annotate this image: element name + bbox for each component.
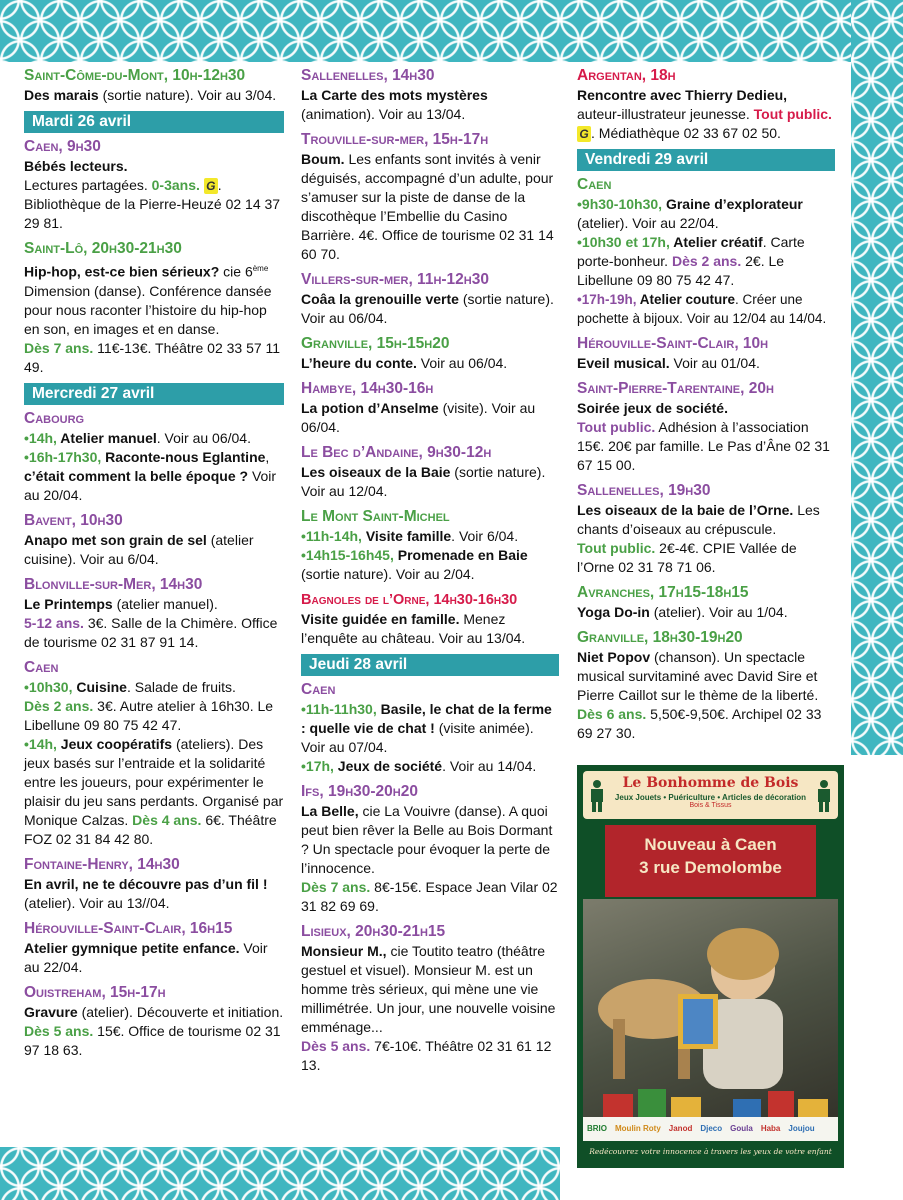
event-place: Argentan, 18h [577,67,676,84]
day-header: Jeudi 28 avril [301,654,559,676]
event [301,66,559,124]
event-text: . Salade de fruits. [126,678,236,695]
age-info: Dès 6 ans. [577,706,647,722]
event-text: . Médiathèque 02 33 67 02 50. [591,125,781,141]
event-text: 11€-13€. Théâtre 02 33 57 11 49. [24,339,281,375]
event-place: Ouistreham, 15h-17h [24,983,166,1001]
event-text: Adhésion à l’association 15€. 20€ par famille. Le Pas d’Âne 02 31 67 15 00. [577,419,830,473]
event [301,270,559,328]
event-text: . Voir au 06/04. [156,429,251,446]
ad-brand-logos [583,1117,838,1141]
event-text: Les chants d’oiseaux au crépuscule. [577,502,820,537]
age-info: Tout public. [577,540,656,556]
event-title: Promenade en Baie [393,547,528,563]
event [24,137,284,233]
event-text: 2€-4€. CPIE Vallée de l’Orne 02 31 78 71 06. [577,540,797,575]
event-title: Cuisine [72,678,127,695]
wooden-figure-icon [816,779,832,813]
event [301,782,559,916]
event [301,379,559,437]
event-text: Dimension (danse). Conférence dansée pour nous raconter l’histoire du hip-hop en son, en images et en danse. [24,282,272,337]
decorative-pattern-bottom [0,1147,560,1200]
event-place: Bavent, 10h30 [24,511,123,529]
session-time: •17h, [301,758,334,774]
event-text: 7€-10€. Théâtre 02 31 61 12 13. [301,1038,552,1073]
column-3 [577,66,835,749]
event-text: . Bibliothèque de la Pierre-Heuzé 02 14 37 29 81. [24,177,281,231]
event-text: . Voir 6/04. [451,528,519,544]
event-text: . Carte porte-bonheur. [577,234,805,269]
event-place: Lisieux, 20h30-21h15 [301,923,446,940]
event-title: Atelier manuel [56,429,157,446]
event-place: Avranches, 17h15-18h15 [577,584,749,601]
event-place: Hambye, 14h30-16h [301,380,434,397]
event-title: Les oiseaux de la baie de l’Orne. [577,502,794,518]
ad-subtitle: Jeux Jouets • Puériculture • Articles de décoration [614,793,807,802]
event-text: (animation). Voir au 13/04. [301,106,466,122]
event-title: Boum. [301,151,345,167]
event-text: 3€. Salle de la Chimère. Office de tourisme 02 31 87 91 14. [24,614,278,650]
decorative-pattern-top [0,0,903,62]
brand-logo: Moulin Roty [615,1124,661,1133]
event-place: Sallenelles, 14h30 [301,67,435,84]
event-title: Atelier créatif [669,234,763,250]
event-title: Rencontre avec Thierry Dedieu, [577,87,788,103]
event-text: (atelier). Voir au 13//04. [24,894,170,911]
day-header: Mercredi 27 avril [24,383,284,405]
child-with-toys-image [583,899,838,1137]
event-text: 15€. Office de tourisme 02 31 97 18 63. [24,1022,281,1058]
event [577,334,835,373]
event-place: Blonville-sur-Mer, 14h30 [24,575,203,593]
brand-logo: Janod [668,1124,693,1133]
event-place: Hérouville-Saint-Clair, 10h [577,335,769,352]
event-title: Hip-hop, est-ce bien sérieux? [24,263,220,280]
brand-logo: Joujou [788,1124,815,1133]
event [301,590,559,648]
superscript: ème [252,264,269,273]
day-header: Mardi 26 avril [24,111,284,133]
event-text: Voir au 22/04. [24,939,268,975]
event-place: Trouville-sur-mer, 15h-17h [301,131,489,148]
event-title: En avril, ne te découvre pas d’un fil ! [24,875,268,892]
event [24,409,284,505]
free-badge-icon: G [204,178,218,194]
event-text: . Voir au 14/04. [442,758,537,774]
brand-logo: BRIO [587,1124,607,1133]
event-title: Eveil musical. [577,355,670,371]
event-place: Hérouville-Saint-Clair, 16h15 [24,919,233,937]
free-badge-icon: G [577,126,591,142]
event [577,583,835,622]
ad-header [583,771,838,819]
advertisement[interactable] [577,765,844,1168]
event-title: Raconte-nous Eglantine [101,448,266,465]
event-place: Granville, 18h30-19h20 [577,629,743,646]
brand-logo: Djeco [700,1124,723,1133]
event-text: Voir au 20/04. [24,467,277,503]
event [577,628,835,743]
age-info: Tout public. [577,419,656,435]
event-title: Soirée jeux de société. [577,400,728,416]
event-text: Les enfants sont invités à venir déguisés, accompagné d’un adulte, pour s’amuser sur la piste de danse de la discothèque l’Embellie du Casino Barrière. 4€. Office de tourisme 02 31 14 60 70. [301,151,554,262]
session-time: •14h, [24,429,57,446]
session-time: •14h15-16h45, [301,547,394,563]
event-text: (atelier cuisine). Voir au 6/04. [24,531,254,567]
event-text: . Créer une pochette à bijoux. Voir au 12/04 au 14/04. [577,292,827,326]
event [301,130,559,264]
ad-headline-line-1: Nouveau à Caen [644,835,777,854]
event-place: Granville, 15h-15h20 [301,335,450,352]
event-place: Caen, 9h30 [24,138,101,155]
event [301,334,559,373]
event [301,922,559,1075]
age-info: Dès 4 ans. [132,811,202,828]
event-place: Le Mont Saint-Michel [301,508,450,525]
event-text: Voir au 06/04. [416,355,508,371]
day-header: Vendredi 29 avril [577,149,835,171]
event-text: , [265,448,270,465]
event-text: 5,50€-9,50€. Archipel 02 33 69 27 30. [577,706,822,741]
session-time: •16h-17h30, [24,448,102,465]
event-text: cie 6 [219,263,253,280]
event-text: 2€. Le Libellune 09 80 75 42 47. [577,253,785,288]
event-text: 8€-15€. Espace Jean Vilar 02 31 82 69 69. [301,879,558,914]
age-info: 5-12 ans. [24,614,84,631]
event-place: Sallenelles, 19h30 [577,482,711,499]
ad-headline-line-2: 3 rue Demolombe [639,858,782,877]
event-title: Des marais [24,87,99,103]
event-title: Basile, le chat de la ferme : quelle vie de chat ! [301,701,552,736]
event-place: Caen [24,658,59,676]
event-text: (atelier manuel). [112,595,218,612]
event-text: (sortie nature). Voir au 3/04. [98,87,277,103]
event-text: auteur-illustrateur jeunesse. [577,106,750,122]
event [24,511,284,569]
event-place: Cabourg [24,409,85,427]
event-place: Ifs, 19h30-20h20 [301,783,418,800]
event-title: Gravure [24,1003,78,1020]
event [24,239,284,377]
event-place: Saint-Côme-du-Mont, 10h-12h30 [24,67,246,84]
decorative-pattern-right [851,0,903,755]
session-time: •14h, [24,735,57,752]
event-text: (chanson). Un spectacle musical survitaminé avec David Sire et Pierre Caillot sur le thème de la liberté. [577,649,819,703]
event [24,575,284,652]
event-title: Graine d’explorateur [662,196,803,212]
event-title: Visite guidée en famille. [301,611,460,627]
event [24,658,284,849]
event-title: Bébés lecteurs. [24,158,128,174]
event-text: 6€. Théâtre FOZ 02 31 84 42 80. [24,811,277,847]
event-title: L’heure du conte. [301,355,417,371]
event-title: Visite famille [361,528,452,544]
event [24,983,284,1060]
event-title: Anapo met son grain de sel [24,531,207,548]
event-title: Monsieur M., [301,943,387,959]
brand-logo: Haba [760,1124,781,1133]
event-text: (visite). Voir au 06/04. [301,400,536,435]
event-place: Fontaine-Henry, 14h30 [24,855,180,873]
event-text: cie La Vouivre (danse). A quoi peut bien rêver la Belle au Bois Dormant ? Un spectacle pour évoquer la perte de l’innocence. [301,803,553,876]
event [577,66,835,143]
event [301,680,559,776]
event-text: cie Toutito teatro (théâtre gestuel et visuel). Monsieur M. est un homme très sérieux, qui mène une vie millimétrée. Un jour, une nouvelle voisine emménage... [301,943,556,1035]
age-info: Dès 7 ans. [301,879,371,895]
event-title: Atelier couture [636,292,736,307]
session-time: •10h30 et 17h, [577,234,670,250]
event [24,919,284,977]
age-info: Tout public. [753,106,832,122]
event-title: Les oiseaux de la Baie [301,464,451,480]
event-text: 3€. Autre atelier à 16h30. Le Libellune 09 80 75 42 47. [24,697,274,733]
event [577,481,835,577]
event-text: (atelier). Voir au 22/04. [577,215,719,231]
wooden-figure-icon [589,779,605,813]
age-info: 0-3ans. [151,177,200,193]
event-place: Caen [577,176,612,193]
event-text: (visite animée). Voir au 07/04. [301,720,534,755]
event-place: Le Bec d’Andaine, 9h30-12h [301,444,492,461]
event [301,443,559,501]
event-title: La Carte des mots mystères [301,87,488,103]
event-place: Saint-Pierre-Tarentaine, 20h [577,380,774,397]
event-text: Voir au 01/04. [669,355,760,371]
event-title: La potion d’Anselme [301,400,439,416]
session-time: •11h-11h30, [301,701,377,717]
column-1 [24,66,284,1066]
age-info: Dès 2 ans. [671,253,742,269]
event-text: (sortie nature). Voir au 2/04. [301,566,475,582]
ad-headline [605,825,816,897]
event-place: Caen [301,681,336,698]
event [577,379,835,475]
event-title: Yoga Do-in [577,604,650,620]
session-time: •10h30, [24,678,73,695]
age-info: Dès 7 ans. [24,339,94,356]
age-info: Dès 5 ans. [24,1022,94,1039]
event-text: (sortie nature). Voir au 12/04. [301,464,546,499]
event-text: (ateliers). Des jeux basés sur l’entraide et la solidarité entre les joueurs, pour expérimenter le plaisir du jeu sans perdants. Organisé par Monique Calzas. [24,735,284,828]
event-place: Villers-sur-mer, 11h-12h30 [301,271,489,288]
event-place: Bagnoles de l’Orne, 14h30-16h30 [301,592,518,608]
event [24,66,284,105]
event-title: c’était comment la belle époque ? [24,467,249,484]
ad-photo [583,899,838,1137]
event-text: Lectures partagées. [24,177,152,193]
event [24,855,284,913]
event-title: Jeux coopératifs [56,735,173,752]
session-time: •17h-19h, [577,292,637,307]
event [301,507,559,584]
age-info: Dès 2 ans. [24,697,94,714]
event-title: Coâa la grenouille verte [301,291,459,307]
brand-logo: Goula [730,1124,753,1133]
event-text: (sortie nature). Voir au 06/04. [301,291,554,326]
ad-footer: Redécouvrez votre innocence à travers les yeux de votre enfant [589,1147,832,1156]
ad-subtitle-2: Bois & Tissus [689,802,732,809]
event-text: (atelier). Voir au 1/04. [649,604,788,620]
event-text: Menez l’enquête au château. Voir au 13/04. [301,611,526,646]
event-title: Jeux de société [333,758,443,774]
event-title: Niet Popov [577,649,651,665]
event-title: Le Printemps [24,595,113,612]
event [577,175,835,328]
session-time: •11h-14h, [301,528,362,544]
event-title: Atelier gymnique petite enfance. [24,939,240,956]
event-title: La Belle, [301,803,359,819]
session-time: •9h30-10h30, [577,196,663,212]
column-2 [301,66,559,1081]
age-info: Dès 5 ans. [301,1038,371,1054]
event-place: Saint-Lô, 20h30-21h30 [24,240,182,257]
ad-brand: Le Bonhomme de Bois [622,775,799,791]
event-text: (atelier). Découverte et initiation. [77,1003,284,1020]
